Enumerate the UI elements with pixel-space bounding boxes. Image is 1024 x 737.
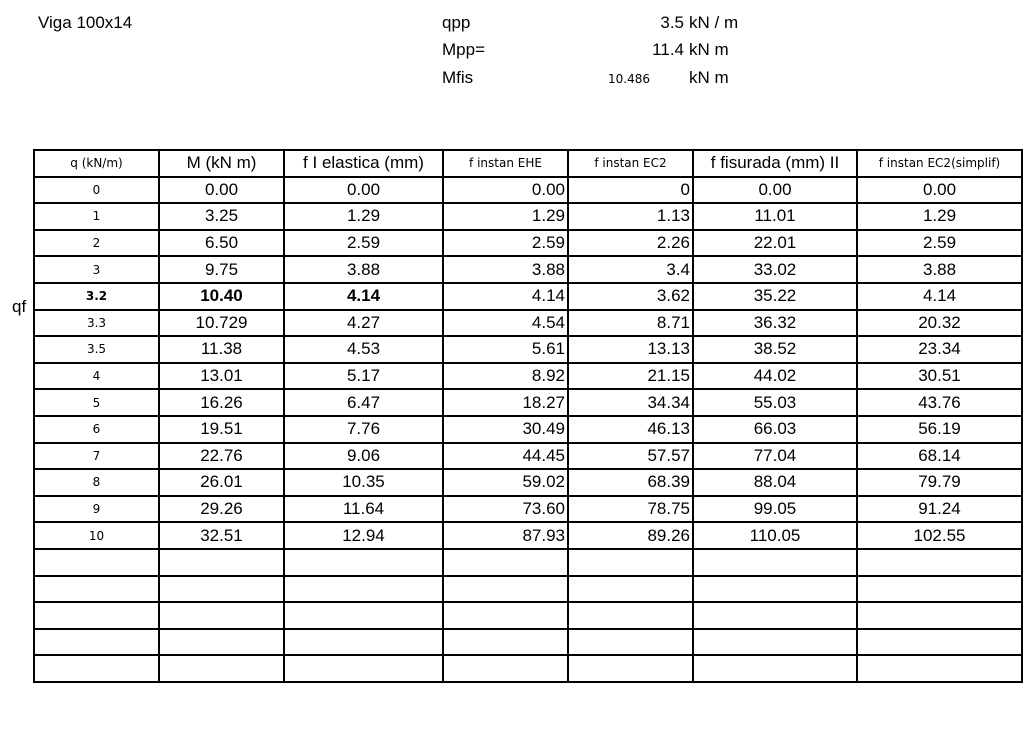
table-row [34, 256, 1022, 283]
empty-cell [443, 549, 568, 576]
empty-cell [34, 549, 159, 576]
cell-f-fisurada: 11.01 [693, 203, 857, 230]
cell-f-ec2-simplif: 1.29 [857, 203, 1022, 230]
param-value-qpp: 3.5 [660, 13, 684, 32]
cell-f-ec2-simplif: 0.00 [857, 177, 1022, 204]
cell-moment: 3.25 [159, 203, 284, 230]
results-table [33, 149, 1023, 683]
empty-cell [693, 602, 857, 629]
cell-q: 7 [34, 443, 159, 470]
cell-moment: 0.00 [159, 177, 284, 204]
empty-row [34, 576, 1022, 603]
empty-cell [159, 576, 284, 603]
table-row [34, 389, 1022, 416]
cell-f-ehe: 4.14 [443, 283, 568, 310]
cell-f-ec2: 8.71 [568, 310, 693, 337]
cell-moment: 11.38 [159, 336, 284, 363]
cell-moment: 29.26 [159, 496, 284, 523]
cell-f-elastica: 3.88 [284, 256, 443, 283]
cell-f-ehe: 73.60 [443, 496, 568, 523]
cell-f-elastica: 2.59 [284, 230, 443, 257]
param-unit-mpp: kN m [689, 40, 729, 59]
param-label-qpp: qpp [442, 13, 471, 32]
cell-f-fisurada: 22.01 [693, 230, 857, 257]
param-unit-mfis: kN m [689, 68, 729, 87]
cell-f-ec2: 46.13 [568, 416, 693, 443]
empty-row [34, 629, 1022, 656]
empty-cell [443, 576, 568, 603]
param-label-mpp: Mpp= [442, 40, 485, 59]
cell-f-ec2: 3.62 [568, 283, 693, 310]
empty-cell [443, 629, 568, 656]
cell-f-ec2-simplif: 2.59 [857, 230, 1022, 257]
cell-f-ec2: 68.39 [568, 469, 693, 496]
cell-f-elastica: 12.94 [284, 522, 443, 549]
cell-q: 1 [34, 203, 159, 230]
table-row [34, 310, 1022, 337]
empty-cell [34, 576, 159, 603]
empty-row [34, 602, 1022, 629]
cell-f-elastica: 9.06 [284, 443, 443, 470]
cell-f-ehe: 0.00 [443, 177, 568, 204]
cell-q: 0 [34, 177, 159, 204]
cell-f-ehe: 59.02 [443, 469, 568, 496]
cell-f-elastica: 7.76 [284, 416, 443, 443]
cell-f-fisurada: 44.02 [693, 363, 857, 390]
cell-f-fisurada: 77.04 [693, 443, 857, 470]
empty-cell [568, 602, 693, 629]
empty-cell [568, 629, 693, 656]
cell-f-elastica: 4.14 [284, 283, 443, 310]
cell-f-ec2-simplif: 79.79 [857, 469, 1022, 496]
cell-f-ehe: 4.54 [443, 310, 568, 337]
empty-row [34, 655, 1022, 682]
cell-moment: 26.01 [159, 469, 284, 496]
cell-moment: 9.75 [159, 256, 284, 283]
cell-f-ehe: 8.92 [443, 363, 568, 390]
cell-f-fisurada: 38.52 [693, 336, 857, 363]
table-row [34, 416, 1022, 443]
cell-f-ec2-simplif: 3.88 [857, 256, 1022, 283]
cell-f-ehe: 5.61 [443, 336, 568, 363]
cell-moment: 10.40 [159, 283, 284, 310]
param-value-mfis: 10.486 [608, 72, 650, 86]
cell-f-fisurada: 66.03 [693, 416, 857, 443]
empty-cell [34, 629, 159, 656]
cell-f-ehe: 18.27 [443, 389, 568, 416]
cell-f-ec2-simplif: 91.24 [857, 496, 1022, 523]
cell-q: 2 [34, 230, 159, 257]
empty-cell [568, 655, 693, 682]
empty-cell [857, 576, 1022, 603]
cell-f-fisurada: 88.04 [693, 469, 857, 496]
empty-cell [284, 576, 443, 603]
cell-moment: 13.01 [159, 363, 284, 390]
cell-f-ec2: 0 [568, 177, 693, 204]
header-f-ehe: f instan EHE [443, 150, 568, 177]
empty-cell [443, 655, 568, 682]
cell-f-ec2: 21.15 [568, 363, 693, 390]
empty-cell [443, 602, 568, 629]
cell-q: 3.3 [34, 310, 159, 337]
header-f-fisurada: f fisurada (mm) II [693, 150, 857, 177]
empty-cell [284, 629, 443, 656]
cell-f-fisurada: 35.22 [693, 283, 857, 310]
empty-cell [284, 602, 443, 629]
empty-cell [159, 629, 284, 656]
cell-f-elastica: 4.27 [284, 310, 443, 337]
cell-f-ehe: 87.93 [443, 522, 568, 549]
cell-f-elastica: 1.29 [284, 203, 443, 230]
empty-cell [857, 549, 1022, 576]
cell-f-elastica: 6.47 [284, 389, 443, 416]
cell-f-ec2: 89.26 [568, 522, 693, 549]
cell-moment: 32.51 [159, 522, 284, 549]
cell-q: 9 [34, 496, 159, 523]
empty-cell [857, 602, 1022, 629]
table-row [34, 283, 1022, 310]
row-marker-qf: qf [12, 297, 27, 316]
cell-moment: 6.50 [159, 230, 284, 257]
cell-f-elastica: 11.64 [284, 496, 443, 523]
empty-cell [34, 602, 159, 629]
cell-f-fisurada: 110.05 [693, 522, 857, 549]
empty-cell [284, 549, 443, 576]
cell-f-ec2-simplif: 4.14 [857, 283, 1022, 310]
empty-cell [159, 549, 284, 576]
empty-cell [34, 655, 159, 682]
cell-f-elastica: 10.35 [284, 469, 443, 496]
cell-f-ec2: 13.13 [568, 336, 693, 363]
empty-cell [857, 655, 1022, 682]
cell-f-ec2-simplif: 20.32 [857, 310, 1022, 337]
cell-f-ec2: 2.26 [568, 230, 693, 257]
cell-f-ehe: 30.49 [443, 416, 568, 443]
cell-f-ec2: 78.75 [568, 496, 693, 523]
cell-f-elastica: 0.00 [284, 177, 443, 204]
cell-moment: 10.729 [159, 310, 284, 337]
header-row [34, 150, 1022, 177]
empty-cell [693, 576, 857, 603]
empty-cell [159, 602, 284, 629]
cell-q: 6 [34, 416, 159, 443]
cell-f-ec2-simplif: 102.55 [857, 522, 1022, 549]
cell-f-ec2-simplif: 30.51 [857, 363, 1022, 390]
cell-f-ec2: 1.13 [568, 203, 693, 230]
empty-cell [159, 655, 284, 682]
cell-moment: 19.51 [159, 416, 284, 443]
cell-f-fisurada: 36.32 [693, 310, 857, 337]
cell-q: 3.5 [34, 336, 159, 363]
empty-cell [693, 629, 857, 656]
cell-f-elastica: 4.53 [284, 336, 443, 363]
empty-cell [693, 549, 857, 576]
sheet-title: Viga 100x14 [38, 13, 133, 32]
cell-f-elastica: 5.17 [284, 363, 443, 390]
cell-f-ec2: 57.57 [568, 443, 693, 470]
cell-q: 3.2 [34, 283, 159, 310]
empty-row [34, 549, 1022, 576]
header-f-elastica: f I elastica (mm) [284, 150, 443, 177]
cell-q: 5 [34, 389, 159, 416]
cell-f-fisurada: 55.03 [693, 389, 857, 416]
empty-cell [857, 629, 1022, 656]
cell-f-ehe: 3.88 [443, 256, 568, 283]
header-q: q (kN/m) [34, 150, 159, 177]
cell-f-ehe: 44.45 [443, 443, 568, 470]
empty-cell [568, 549, 693, 576]
cell-f-ehe: 2.59 [443, 230, 568, 257]
cell-q: 10 [34, 522, 159, 549]
cell-moment: 22.76 [159, 443, 284, 470]
param-value-mpp: 11.4 [652, 40, 684, 59]
table-row [34, 336, 1022, 363]
cell-f-fisurada: 0.00 [693, 177, 857, 204]
empty-cell [568, 576, 693, 603]
cell-f-ec2: 34.34 [568, 389, 693, 416]
table-row [34, 522, 1022, 549]
empty-cell [693, 655, 857, 682]
empty-cell [284, 655, 443, 682]
cell-f-ec2-simplif: 23.34 [857, 336, 1022, 363]
cell-f-ec2: 3.4 [568, 256, 693, 283]
cell-f-fisurada: 33.02 [693, 256, 857, 283]
table-row [34, 203, 1022, 230]
cell-f-ehe: 1.29 [443, 203, 568, 230]
cell-f-ec2-simplif: 56.19 [857, 416, 1022, 443]
table-row [34, 230, 1022, 257]
cell-f-fisurada: 99.05 [693, 496, 857, 523]
cell-moment: 16.26 [159, 389, 284, 416]
header-f-ec2-simplif: f instan EC2(simplif) [857, 150, 1022, 177]
header-moment: M (kN m) [159, 150, 284, 177]
cell-f-ec2-simplif: 68.14 [857, 443, 1022, 470]
header-f-ec2: f instan EC2 [568, 150, 693, 177]
cell-f-ec2-simplif: 43.76 [857, 389, 1022, 416]
param-label-mfis: Mfis [442, 68, 474, 87]
param-unit-qpp: kN / m [689, 13, 739, 32]
table-row [34, 363, 1022, 390]
cell-q: 3 [34, 256, 159, 283]
table-row [34, 496, 1022, 523]
cell-q: 4 [34, 363, 159, 390]
table-row [34, 177, 1022, 204]
table-row [34, 443, 1022, 470]
cell-q: 8 [34, 469, 159, 496]
table-row [34, 469, 1022, 496]
